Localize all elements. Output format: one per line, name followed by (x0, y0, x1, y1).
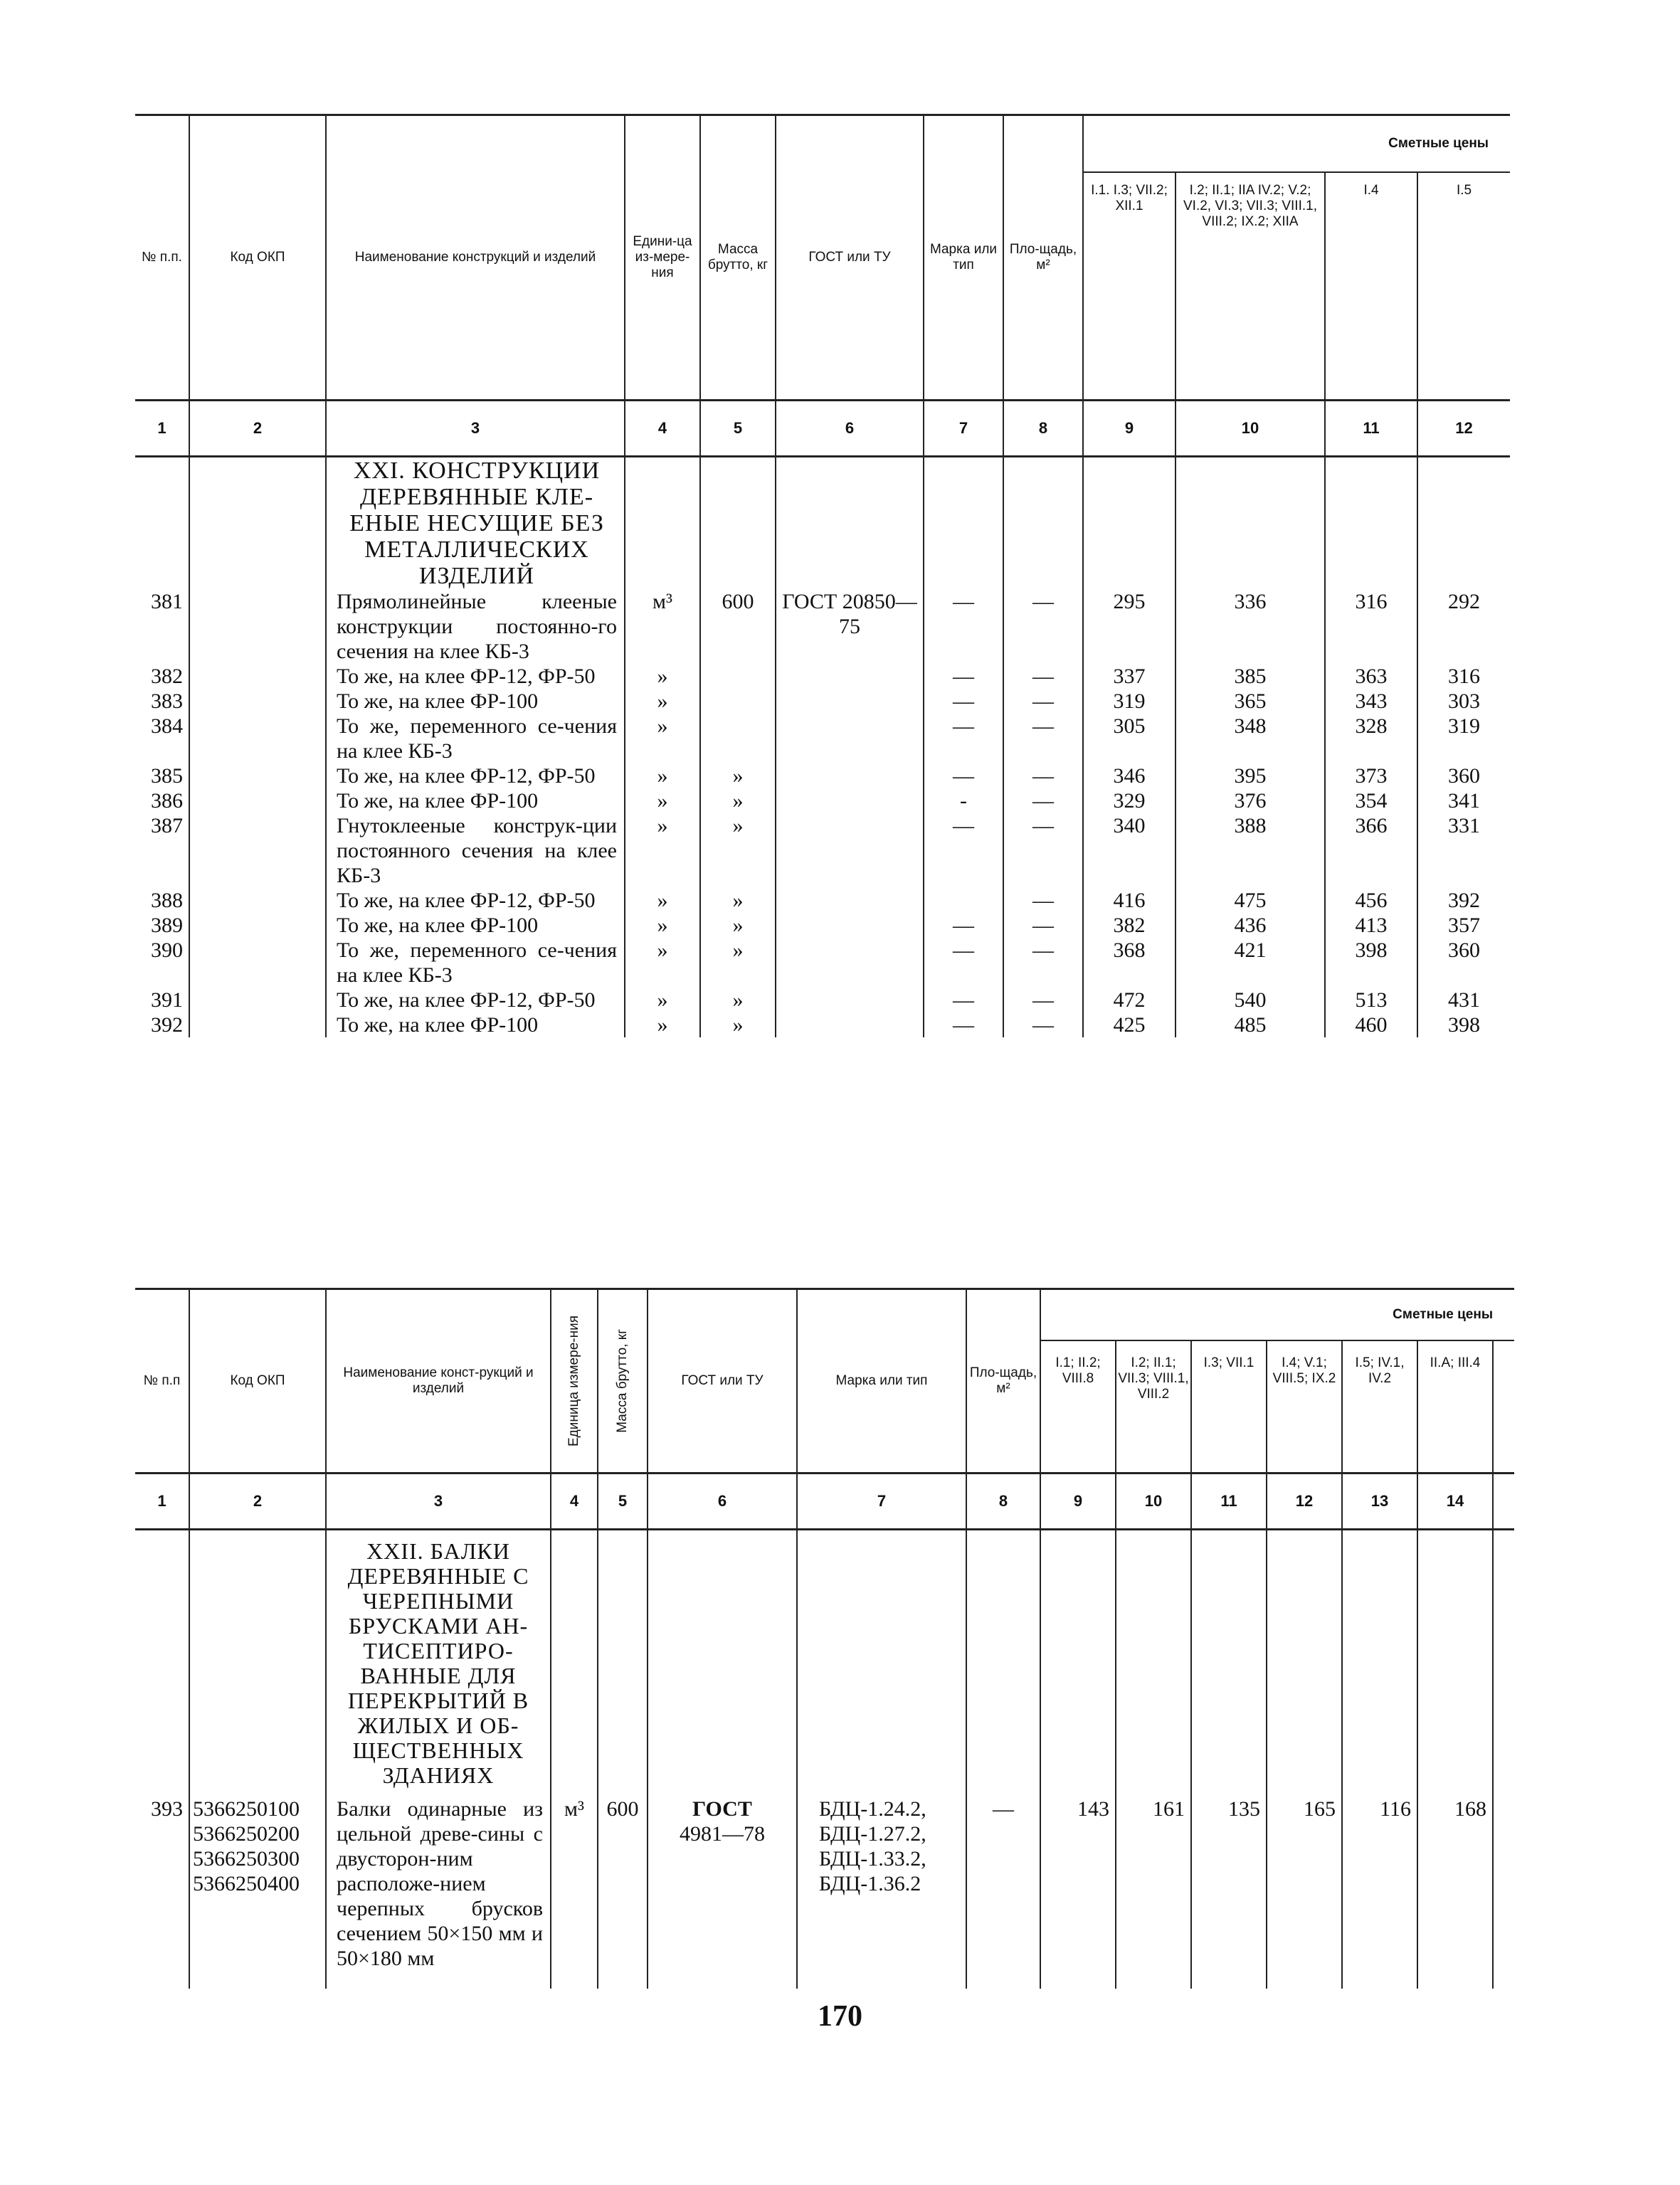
header-price-12: I.5 (1417, 172, 1510, 400)
row-area: — (1003, 788, 1083, 813)
row-okp (189, 888, 326, 913)
row-name: То же, на клее ФР-12, ФР-50 (326, 988, 625, 1012)
row-p11: 328 (1325, 714, 1417, 763)
row-p9: 319 (1083, 689, 1176, 714)
colnum: 6 (776, 400, 924, 456)
column-numbers-row (135, 1473, 1514, 1529)
row-p11: 460 (1325, 1012, 1417, 1037)
header-price-11: I.3; VII.1 (1191, 1340, 1267, 1473)
row-unit: » (625, 714, 700, 763)
row-name: Балки одинарные из цельной древе-сины с двусторон-ним расположе-нием черепных брусков сечением 50×150 мм и 50×180 мм (326, 1797, 551, 1989)
header-mark: Марка или тип (924, 115, 1003, 401)
colnum: 4 (625, 400, 700, 456)
row-num: 390 (135, 938, 189, 988)
row-p11: 366 (1325, 813, 1417, 888)
table-row (135, 788, 1510, 813)
header-mass: Масса брутто, кг (700, 115, 776, 401)
row-p12: 392 (1417, 888, 1510, 913)
row-mass: » (700, 1012, 776, 1037)
row-num: 381 (135, 589, 189, 664)
row-p12: 360 (1417, 763, 1510, 788)
colnum: 7 (797, 1473, 966, 1529)
row-area: — (1003, 1012, 1083, 1037)
row-p9: 368 (1083, 938, 1176, 988)
row-num: 393 (135, 1797, 189, 1989)
row-p12: 431 (1417, 988, 1510, 1012)
row-num: 384 (135, 714, 189, 763)
colnum: 8 (1003, 400, 1083, 456)
row-p10: 475 (1176, 888, 1325, 913)
row-mark: — (924, 1012, 1003, 1037)
row-unit: » (625, 788, 700, 813)
header-prices-title: Сметные цены (1083, 115, 1510, 173)
row-area: — (1003, 988, 1083, 1012)
row-unit: » (625, 988, 700, 1012)
row-okp (189, 913, 326, 938)
colnum: 9 (1083, 400, 1176, 456)
row-okp (189, 813, 326, 888)
row-p11: 316 (1325, 589, 1417, 664)
row-mass: » (700, 988, 776, 1012)
row-gost (776, 988, 924, 1012)
row-mass: » (700, 888, 776, 913)
header-price-9: I.1; II.2; VIII.8 (1040, 1340, 1116, 1473)
colnum: 9 (1040, 1473, 1116, 1529)
row-p11: 343 (1325, 689, 1417, 714)
colnum: 6 (648, 1473, 797, 1529)
row-num: 386 (135, 788, 189, 813)
header-unit: Единица измере-ния (551, 1289, 598, 1474)
row-unit: » (625, 763, 700, 788)
row-mark (797, 1797, 966, 1989)
section-title-xxi: XXI. КОНСТРУКЦИИ ДЕРЕВЯННЫЕ КЛЕ-ЕНЫЕ НЕСУЩИЕ БЕЗ МЕТАЛЛИЧЕСКИХ ИЗДЕЛИЙ (349, 457, 604, 589)
row-mark: — (924, 664, 1003, 689)
header-gost: ГОСТ или ТУ (776, 115, 924, 401)
colnum: 10 (1176, 400, 1325, 456)
colnum: 12 (1417, 400, 1510, 456)
mark-item: БДЦ-1.36.2 (819, 1872, 921, 1895)
header-mark: Марка или тип (797, 1289, 966, 1474)
row-p12: 319 (1417, 714, 1510, 763)
row-p12: 292 (1417, 589, 1510, 664)
table-constructions-xxi (135, 114, 1510, 1037)
row-mark: — (924, 689, 1003, 714)
colnum: 11 (1191, 1473, 1267, 1529)
row-okp (189, 988, 326, 1012)
row-name: То же, переменного се-чения на клее КБ-3 (326, 938, 625, 988)
row-gost (776, 813, 924, 888)
row-name: То же, на клее ФР-100 (326, 788, 625, 813)
row-gost (776, 913, 924, 938)
row-unit: » (625, 813, 700, 888)
row-unit: » (625, 913, 700, 938)
row-mark: — (924, 913, 1003, 938)
row-area: — (1003, 714, 1083, 763)
row-okp (189, 589, 326, 664)
row-p10: 376 (1176, 788, 1325, 813)
header-area: Пло-щадь, м² (1003, 115, 1083, 401)
row-num: 388 (135, 888, 189, 913)
header-name: Наименование конструкций и изделий (326, 115, 625, 401)
row-area: — (1003, 813, 1083, 888)
row-area: — (1003, 938, 1083, 988)
row-okp (189, 689, 326, 714)
colnum: 2 (189, 400, 326, 456)
page-number: 170 (818, 2000, 862, 2033)
row-p11: 398 (1325, 938, 1417, 988)
row-num: 385 (135, 763, 189, 788)
row-p12: 316 (1417, 664, 1510, 689)
row-area: — (966, 1797, 1040, 1989)
colnum: 3 (326, 400, 625, 456)
row-name: То же, на клее ФР-12, ФР-50 (326, 763, 625, 788)
row-p10: 336 (1176, 589, 1325, 664)
header-price-14: II.A; III.4 (1417, 1340, 1493, 1473)
row-p11: 373 (1325, 763, 1417, 788)
row-unit: » (625, 689, 700, 714)
row-price-12: 165 (1267, 1797, 1342, 1989)
row-gost (776, 763, 924, 788)
row-price-13: 116 (1342, 1797, 1417, 1989)
okp-code: 5366250200 (193, 1822, 300, 1846)
row-price-10: 161 (1116, 1797, 1191, 1989)
row-gost (776, 938, 924, 988)
row-area: — (1003, 589, 1083, 664)
okp-code: 5366250100 (193, 1797, 300, 1821)
header-name: Наименование конст-рукций и изделий (326, 1289, 551, 1474)
header-area: Пло-щадь, м² (966, 1289, 1040, 1474)
gost-number: 4981—78 (680, 1822, 765, 1846)
row-p10: 485 (1176, 1012, 1325, 1037)
colnum: 14 (1417, 1473, 1493, 1529)
row-name: То же, на клее ФР-100 (326, 689, 625, 714)
row-price-9: 143 (1040, 1797, 1116, 1989)
row-name: То же, на клее ФР-100 (326, 1012, 625, 1037)
header-price-11: I.4 (1325, 172, 1417, 400)
row-num: 389 (135, 913, 189, 938)
row-p9: 340 (1083, 813, 1176, 888)
mark-item: БДЦ-1.24.2, (819, 1797, 926, 1821)
row-unit: » (625, 1012, 700, 1037)
row-gost (776, 664, 924, 689)
row-mass: » (700, 763, 776, 788)
colnum: 1 (135, 1473, 189, 1529)
row-area: — (1003, 888, 1083, 913)
row-gost: ГОСТ 20850—75 (776, 589, 924, 664)
row-num: 387 (135, 813, 189, 888)
table-row (135, 888, 1510, 913)
row-mass (700, 664, 776, 689)
row-okp (189, 714, 326, 763)
row-p9: 337 (1083, 664, 1176, 689)
row-price-11: 135 (1191, 1797, 1267, 1989)
row-mass (700, 714, 776, 763)
okp-code: 5366250300 (193, 1847, 300, 1871)
row-area: — (1003, 664, 1083, 689)
header-price-10: I.2; II.1; IIA IV.2; V.2; VI.2, VI.3; VII.3; VIII.1, VIII.2; IX.2; XIIA (1176, 172, 1325, 400)
row-p11: 513 (1325, 988, 1417, 1012)
table-row (135, 589, 1510, 664)
table-row (135, 988, 1510, 1012)
column-numbers-row (135, 400, 1510, 456)
row-p9: 329 (1083, 788, 1176, 813)
header-num: № п.п. (135, 115, 189, 401)
row-mass (700, 689, 776, 714)
row-p12: 331 (1417, 813, 1510, 888)
row-name: То же, на клее ФР-12, ФР-50 (326, 888, 625, 913)
row-p9: 295 (1083, 589, 1176, 664)
header-mass: Масса брутто, кг (598, 1289, 648, 1474)
table-row (135, 763, 1510, 788)
row-num: 382 (135, 664, 189, 689)
row-num: 383 (135, 689, 189, 714)
row-p10: 385 (1176, 664, 1325, 689)
row-mass: » (700, 938, 776, 988)
row-name: То же, переменного се-чения на клее КБ-3 (326, 714, 625, 763)
header-price-10: I.2; II.1; VII.3; VIII.1, VIII.2 (1116, 1340, 1191, 1473)
table-row (135, 664, 1510, 689)
row-p9: 416 (1083, 888, 1176, 913)
table-row (135, 813, 1510, 888)
row-gost (776, 714, 924, 763)
header-num: № п.п (135, 1289, 189, 1474)
row-mass: » (700, 813, 776, 888)
row-area: — (1003, 913, 1083, 938)
row-area: — (1003, 689, 1083, 714)
row-p9: 305 (1083, 714, 1176, 763)
okp-code: 5366250400 (193, 1872, 300, 1895)
row-mark: — (924, 813, 1003, 888)
colnum: 5 (598, 1473, 648, 1529)
row-gost (776, 689, 924, 714)
row-mark: — (924, 714, 1003, 763)
row-mark: — (924, 938, 1003, 988)
row-p10: 348 (1176, 714, 1325, 763)
header-okp: Код ОКП (189, 115, 326, 401)
row-p10: 421 (1176, 938, 1325, 988)
table-row (135, 938, 1510, 988)
colnum: 5 (700, 400, 776, 456)
table-row (135, 913, 1510, 938)
colnum: 2 (189, 1473, 326, 1529)
row-mass: 600 (598, 1797, 648, 1989)
header-prices-title: Сметные цены (1040, 1289, 1514, 1341)
colnum: 12 (1267, 1473, 1342, 1529)
row-p10: 388 (1176, 813, 1325, 888)
table-row (135, 714, 1510, 763)
header-gost: ГОСТ или ТУ (648, 1289, 797, 1474)
row-p9: 425 (1083, 1012, 1176, 1037)
row-price-14: 168 (1417, 1797, 1493, 1989)
row-gost (648, 1797, 797, 1989)
row-name: То же, на клее ФР-100 (326, 913, 625, 938)
row-p12: 357 (1417, 913, 1510, 938)
row-p10: 436 (1176, 913, 1325, 938)
colnum: 7 (924, 400, 1003, 456)
row-p11: 413 (1325, 913, 1417, 938)
row-p11: 354 (1325, 788, 1417, 813)
row-name: То же, на клее ФР-12, ФР-50 (326, 664, 625, 689)
colnum: 13 (1342, 1473, 1417, 1529)
colnum: 10 (1116, 1473, 1191, 1529)
table-row (135, 1012, 1510, 1037)
row-p12: 341 (1417, 788, 1510, 813)
row-area: — (1003, 763, 1083, 788)
row-okp (189, 1012, 326, 1037)
table-row (135, 689, 1510, 714)
row-num: 392 (135, 1012, 189, 1037)
gost-label: ГОСТ (692, 1797, 752, 1821)
colnum: 8 (966, 1473, 1040, 1529)
row-gost (776, 1012, 924, 1037)
row-gost (776, 888, 924, 913)
row-p10: 365 (1176, 689, 1325, 714)
row-name: Прямолинейные клееные конструкции постоянно-го сечения на клее КБ-3 (326, 589, 625, 664)
row-mark: — (924, 589, 1003, 664)
header-unit: Едини-ца из-мере-ния (625, 115, 700, 401)
row-unit: » (625, 938, 700, 988)
row-gost (776, 788, 924, 813)
section-title-xxii: XXII. БАЛКИ ДЕРЕВЯННЫЕ С ЧЕРЕПНЫМИ БРУСКАМИ АН-ТИСЕПТИРО-ВАННЫЕ ДЛЯ ПЕРЕКРЫТИЙ В ЖИЛЫХ И ОБ-ЩЕСТВЕННЫХ ЗДАНИЯХ (347, 1538, 529, 1788)
header-price-9: I.1. I.3; VII.2; XII.1 (1083, 172, 1176, 400)
colnum: 1 (135, 400, 189, 456)
row-p12: 398 (1417, 1012, 1510, 1037)
header-okp: Код ОКП (189, 1289, 326, 1474)
colnum: 11 (1325, 400, 1417, 456)
row-p12: 360 (1417, 938, 1510, 988)
row-mark: — (924, 988, 1003, 1012)
row-mark: - (924, 788, 1003, 813)
row-okp (189, 664, 326, 689)
row-p10: 395 (1176, 763, 1325, 788)
mark-item: БДЦ-1.27.2, (819, 1822, 926, 1846)
row-name: Гнутоклееные конструк-ции постоянного сечения на клее КБ-3 (326, 813, 625, 888)
header-price-12: I.4; V.1; VIII.5; IX.2 (1267, 1340, 1342, 1473)
row-p11: 456 (1325, 888, 1417, 913)
row-num: 391 (135, 988, 189, 1012)
row-p12: 303 (1417, 689, 1510, 714)
okp-codes (189, 1797, 326, 1989)
row-okp (189, 788, 326, 813)
row-p9: 346 (1083, 763, 1176, 788)
table-beams-xxii (135, 1288, 1514, 1989)
row-unit: » (625, 888, 700, 913)
table-row (135, 1797, 1514, 1989)
row-mass: » (700, 788, 776, 813)
row-mass: 600 (700, 589, 776, 664)
row-p9: 472 (1083, 988, 1176, 1012)
row-okp (189, 938, 326, 988)
row-mass: » (700, 913, 776, 938)
row-unit: » (625, 664, 700, 689)
row-unit: м³ (625, 589, 700, 664)
row-p9: 382 (1083, 913, 1176, 938)
row-okp (189, 763, 326, 788)
row-mark: — (924, 763, 1003, 788)
row-p10: 540 (1176, 988, 1325, 1012)
mark-item: БДЦ-1.33.2, (819, 1847, 926, 1871)
row-unit: м³ (551, 1797, 598, 1989)
colnum: 3 (326, 1473, 551, 1529)
header-price-13: I.5; IV.1, IV.2 (1342, 1340, 1417, 1473)
row-p11: 363 (1325, 664, 1417, 689)
colnum: 4 (551, 1473, 598, 1529)
row-mark (924, 888, 1003, 913)
